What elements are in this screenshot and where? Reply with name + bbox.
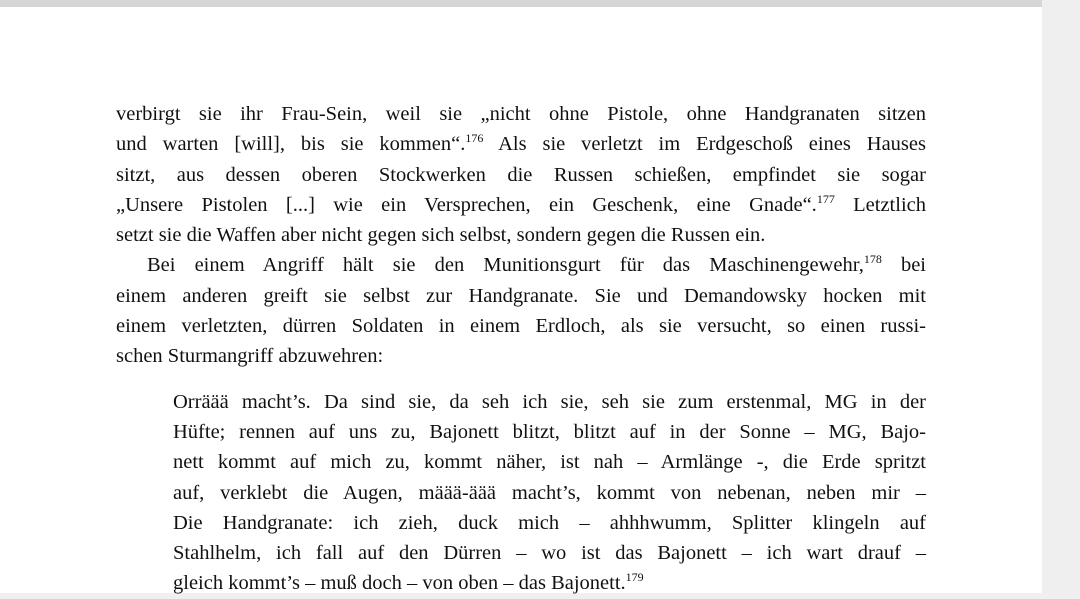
paragraph-2	[116, 250, 926, 371]
quote-line: Die Handgranate: ich zieh, duck mich – ahhhwumm, Splitter klingeln auf	[173, 511, 926, 534]
line-text: Letztlich	[834, 193, 926, 216]
document-text	[116, 99, 926, 599]
quote-line: Hüfte; rennen auf uns zu, Bajonett blitzt, blitzt auf in der Sonne – MG, Bajo-	[173, 420, 926, 443]
text-line: setzt sie die Waffen aber nicht gegen sich selbst, sondern gegen die Russen ein.	[116, 224, 766, 247]
line-text: bei	[881, 254, 926, 277]
quote-line: Orräää macht’s. Da sind sie, da seh ich sie, seh sie zum erstenmal, MG in der	[173, 390, 926, 413]
line-text: gleich kommt’s – muß doch – von oben – das Bajonett.	[173, 572, 626, 595]
footnote-ref[interactable]: 178	[863, 252, 882, 267]
text-line: verbirgt sie ihr Frau-Sein, weil sie „nicht ohne Pistole, ohne Handgranaten sitzen	[116, 103, 926, 125]
line-text: Bei einem Angriff hält sie den Munitionsgurt für das Maschinengewehr,	[147, 254, 864, 277]
text-line: sitzt, aus dessen oberen Stockwerken die Russen schießen, empfindet sie sogar	[116, 163, 926, 186]
text-line: einem verletzten, dürren Soldaten in einem Erdloch, als sie versucht, so einen russi-	[116, 315, 926, 338]
quote-line: Stahlhelm, ich fall auf den Dürren – wo ist das Bajonett – ich wart drauf –	[173, 542, 926, 565]
line-text: „Unsere Pistolen [...] wie ein Versprechen, ein Geschenk, eine Gnade“.	[116, 193, 817, 216]
quote-line: auf, verklebt die Augen, määä-äää macht’s, kommt von nebenan, neben mir –	[173, 481, 926, 504]
footnote-ref[interactable]: 177	[816, 191, 835, 206]
quote-line	[173, 568, 926, 598]
block-quote	[173, 387, 926, 599]
text-line: schen Sturmangriff abzuwehren:	[116, 345, 384, 368]
line-text: und warten [will], bis sie kommen“.	[116, 133, 466, 156]
text-line	[116, 129, 926, 159]
text-line	[116, 190, 926, 220]
quote-line: nett kommt auf mich zu, kommt näher, ist nah – Armlänge -, die Erde spritzt	[173, 451, 926, 474]
paragraph-1	[116, 99, 926, 250]
scrollbar[interactable]	[1042, 0, 1080, 593]
footnote-ref[interactable]: 176	[465, 131, 484, 146]
text-line	[116, 250, 926, 280]
line-text: Als sie verletzt im Erdgeschoß eines Hauses	[483, 133, 926, 156]
text-line: einem anderen greift sie selbst zur Handgranate. Sie und Demandowsky hocken mit	[116, 284, 926, 307]
toolbar-strip	[0, 0, 1042, 7]
footnote-ref[interactable]: 179	[625, 570, 644, 585]
